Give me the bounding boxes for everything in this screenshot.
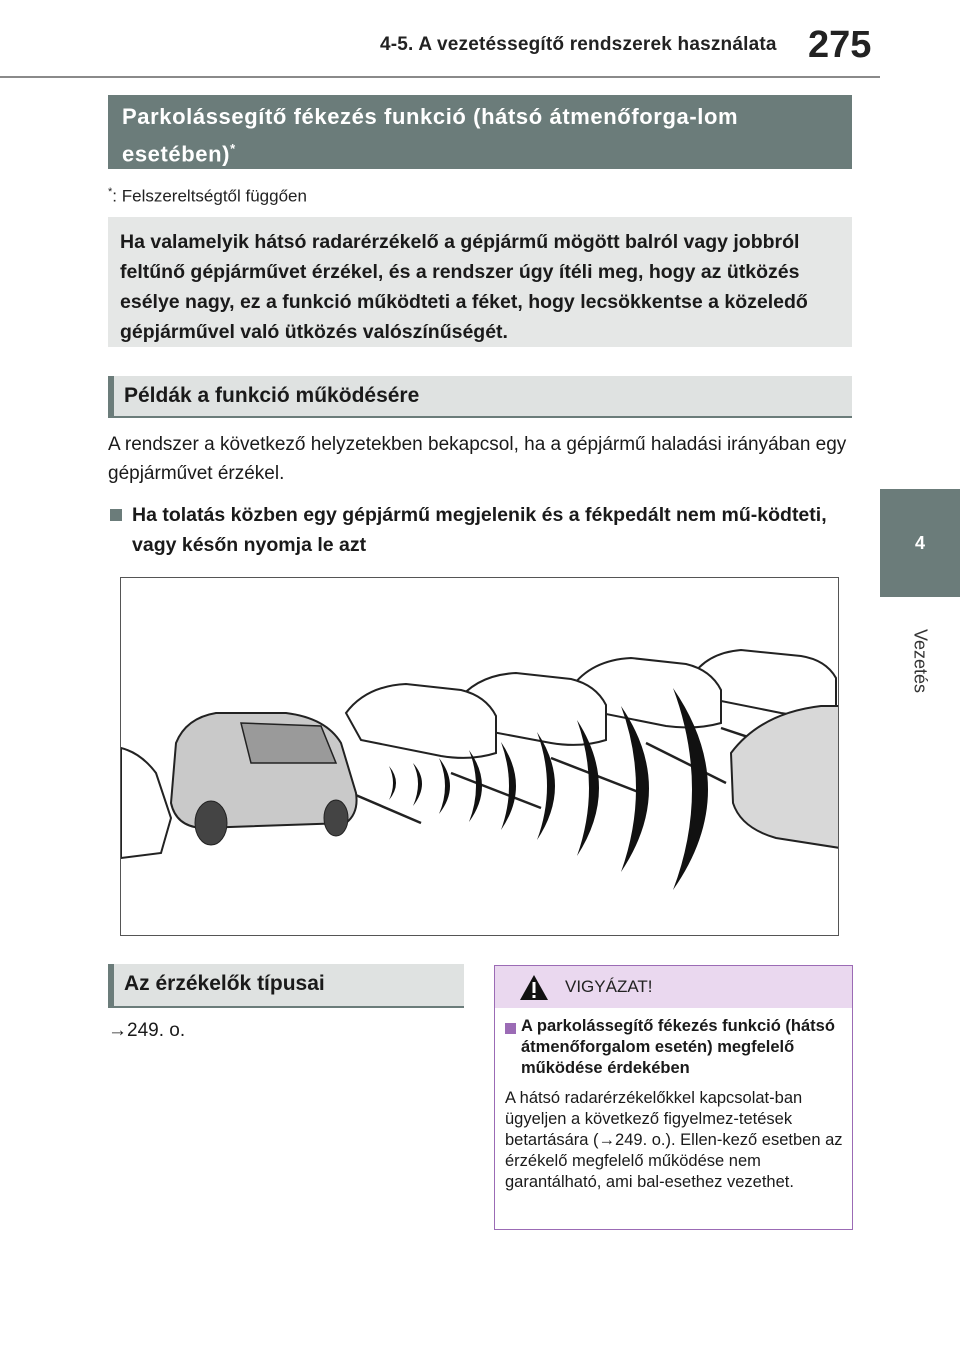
heading-accent-bar (108, 376, 114, 418)
warning-title: VIGYÁZAT! (565, 977, 653, 996)
heading-accent-bar (108, 964, 114, 1008)
chapter-name-vertical (880, 606, 960, 716)
paragraph: A rendszer a következő helyzetekben bekapcsol, ha a gépjármű haladási irányában egy gépjárművet érzékel. (108, 434, 847, 484)
page-title-text: Parkolássegítő fékezés funkció (hátsó átmenőforga-lom esetében) (122, 104, 739, 167)
heading-text: Az érzékelők típusai (124, 972, 325, 995)
chapter-name: Vezetés (910, 628, 931, 694)
summary-box: Ha valamelyik hátsó radarérzékelő a gépjármű mögött balról vagy jobbról feltűnő gépjárművet érzékel, és a rendszer úgy ítéli meg, hogy az ütközés esélye nagy, ez a funkció működteti a féket, hogy lecsökkentse a közeledő gépjárművel való ütközés valószínűségét. (108, 217, 852, 347)
title-marker: * (230, 141, 236, 156)
footnote (108, 186, 307, 207)
footnote-marker: * (108, 186, 113, 198)
parking-illustration (120, 577, 839, 936)
footnote-text: : Felszereltségtől függően (112, 186, 307, 206)
warning-subheading: A parkolássegítő fékezés funkció (hátsó átmenőforgalom esetén) megfelelő működése érdekében (521, 1017, 835, 1077)
chapter-number: 4 (914, 532, 925, 553)
section-heading-sensors (108, 964, 464, 1008)
chapter-tab (880, 489, 960, 597)
section-title: 4-5. A vezetéssegítő rendszerek használata (380, 34, 777, 55)
page-number: 275 (808, 24, 872, 66)
warning-body: A hátsó radarérzékelőkkel kapcsolat-ban ügyeljen a következő figyelmez-tetések betartására (→249. o.). Ellen-kező esetben az érzékelő megfelelő működése nem garantálható, ami bal-esethez vezethet. (505, 1089, 843, 1191)
warning-header (495, 966, 852, 1008)
warning-bullet-icon (505, 1023, 516, 1034)
warning-box (494, 965, 853, 1230)
own-car (171, 713, 357, 845)
approaching-car (731, 706, 839, 848)
section-heading-examples (108, 376, 852, 418)
bullet-square-icon (110, 509, 122, 521)
warning-triangle-icon (519, 974, 549, 1001)
side-car (121, 748, 171, 858)
page-title (108, 95, 852, 169)
page-reference-link[interactable]: →249. o. (108, 1020, 186, 1041)
bullet-text: Ha tolatás közben egy gépjármű megjelenik és a fékpedált nem mű-ködteti, vagy későn nyomja le azt (132, 504, 827, 556)
parking-scene-drawing (121, 578, 839, 936)
header-divider (0, 76, 880, 78)
heading-text: Példák a funkció működésére (124, 384, 420, 407)
